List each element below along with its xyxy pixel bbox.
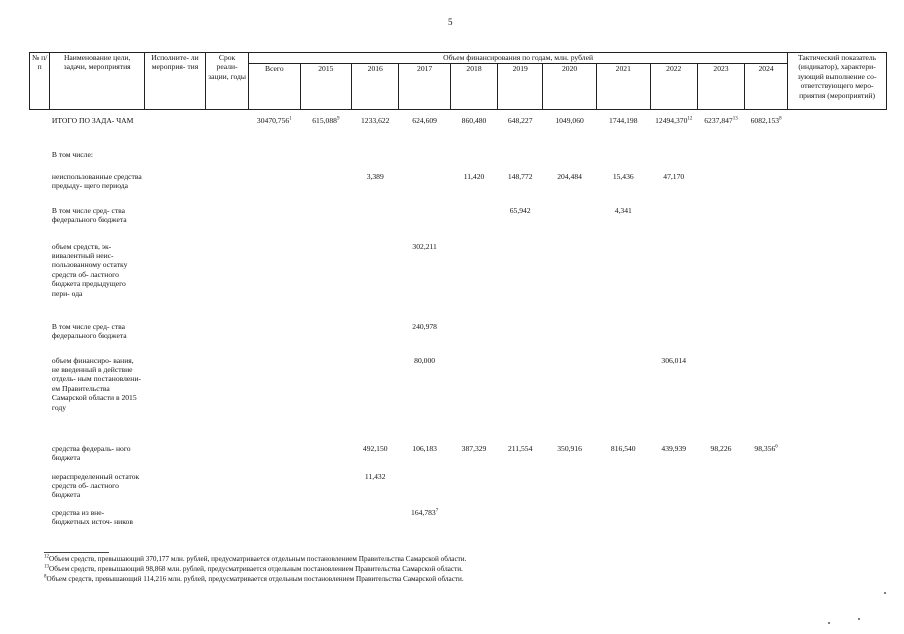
cell-year-2018 [450, 350, 497, 438]
table-row [30, 166, 887, 200]
cell-year-2018 [450, 144, 497, 166]
header-year-3: 2018 [450, 64, 497, 110]
cell-year-2016 [352, 316, 399, 350]
row-label: ИТОГО ПО ЗАДА- ЧАМ [51, 116, 134, 125]
row-indicator [788, 502, 887, 542]
row-executor [144, 502, 205, 542]
row-executor [144, 200, 205, 236]
row-indicator [788, 466, 887, 502]
cell-year-2019 [498, 110, 543, 144]
cell-year-2016 [352, 110, 399, 144]
table-row [30, 438, 887, 466]
cell-year-2024 [745, 200, 788, 236]
row-num [30, 166, 50, 200]
row-indicator [788, 144, 887, 166]
cell-value: 439,939 [661, 443, 687, 453]
cell-value: 387,329 [461, 443, 487, 453]
cell-year-2020 [543, 166, 597, 200]
row-term [206, 166, 249, 200]
financing-table [29, 52, 887, 542]
cell-year-2023 [697, 236, 744, 316]
cell-year-2023 [697, 110, 744, 144]
cell-value: 860,480 [461, 116, 487, 125]
cell-year-2023 [697, 316, 744, 350]
header-year-9: 2024 [745, 64, 788, 110]
cell-year-2023 [697, 166, 744, 200]
footnote-mark: 1 [289, 116, 292, 122]
cell-value: 1049,060 [555, 116, 584, 125]
scan-speck [828, 622, 830, 624]
table-row [30, 144, 887, 166]
row-indicator [788, 438, 887, 466]
header-name: Наименование цели, задачи, мероприятия [50, 53, 145, 110]
cell-total [249, 438, 301, 466]
cell-total [249, 466, 301, 502]
row-label: объем финансиро- вания, не введенный в действие отдель- ным постановлени- ем Правительства Самарской области в 2015 году [51, 355, 141, 412]
row-num [30, 236, 50, 316]
footnote [44, 564, 764, 574]
scan-speck [884, 592, 886, 594]
cell-year-2022 [650, 502, 697, 542]
page-number: 5 [448, 17, 453, 27]
cell-value: 211,554 [507, 443, 533, 453]
cell-year-2017 [399, 166, 451, 200]
cell-year-2016 [352, 144, 399, 166]
row-label: нераспределенный остаток средств об- ластного бюджета [51, 471, 140, 500]
table-row [30, 200, 887, 236]
cell-year-2021 [596, 166, 650, 200]
cell-year-2017 [399, 144, 451, 166]
cell-year-2019 [498, 200, 543, 236]
cell-year-2023 [697, 200, 744, 236]
cell-year-2020 [543, 466, 597, 502]
cell-value: 148,772 [507, 171, 533, 181]
cell-year-2022 [650, 200, 697, 236]
row-num [30, 316, 50, 350]
row-term [206, 110, 249, 144]
header-year-1: 2016 [352, 64, 399, 110]
cell-total [249, 236, 301, 316]
cell-year-2022 [650, 316, 697, 350]
cell-year-2022 [650, 236, 697, 316]
cell-value: 11,420 [463, 171, 485, 181]
cell-value: 1744,198 [609, 116, 638, 125]
cell-year-2020 [543, 200, 597, 236]
row-num [30, 200, 50, 236]
cell-value: 350,916 [557, 443, 582, 453]
row-num [30, 144, 50, 166]
cell-year-2024 [745, 466, 788, 502]
cell-value: 11,432 [364, 471, 386, 481]
cell-year-2022 [650, 350, 697, 438]
table-row [30, 502, 887, 542]
cell-year-2017 [399, 350, 451, 438]
cell-year-2016 [352, 236, 399, 316]
cell-value: 204,484 [557, 171, 582, 181]
cell-year-2015 [300, 438, 352, 466]
row-indicator [788, 316, 887, 350]
cell-year-2023 [697, 144, 744, 166]
header-total: Всего [249, 64, 301, 110]
header-num: № п/п [30, 53, 50, 110]
row-label: неиспользованные средства предыду- щего периода [51, 171, 142, 190]
header-term: Срок реали- зации, годы [206, 53, 249, 110]
cell-year-2021 [596, 236, 650, 316]
cell-value: 30470,756 [256, 116, 290, 125]
row-term [206, 350, 249, 438]
cell-year-2023 [697, 438, 744, 466]
row-term [206, 144, 249, 166]
cell-year-2020 [543, 350, 597, 438]
cell-year-2018 [450, 166, 497, 200]
table-row [30, 350, 887, 438]
cell-year-2016 [352, 350, 399, 438]
cell-year-2016 [352, 200, 399, 236]
cell-value: 98,356 [754, 443, 776, 453]
row-executor [144, 236, 205, 316]
cell-year-2021 [596, 144, 650, 166]
cell-year-2015 [300, 316, 352, 350]
cell-value: 492,150 [362, 443, 388, 453]
footnote-text: Объем средств, превышающий 370,177 млн. рублей, предусматривается отдельным постановлением Правительства Самарской области. [49, 555, 467, 563]
header-executor: Исполните- ли мероприя- тия [144, 53, 205, 110]
cell-year-2015 [300, 200, 352, 236]
cell-total [249, 144, 301, 166]
cell-total [249, 200, 301, 236]
cell-year-2022 [650, 144, 697, 166]
cell-year-2024 [745, 166, 788, 200]
header-financing: Объем финансирования по годам, млн. рублей [249, 53, 788, 64]
cell-year-2019 [498, 502, 543, 542]
cell-year-2022 [650, 110, 697, 144]
cell-year-2024 [745, 110, 788, 144]
row-term [206, 502, 249, 542]
table-row [30, 110, 887, 144]
cell-year-2015 [300, 144, 352, 166]
row-label: объем средств, эк- вивалентный неис- пользованному остатку средств об- ластного бюджета предыдущего пери- ода [51, 241, 128, 298]
footnote-mark: 6 [775, 443, 778, 449]
header-year-0: 2015 [300, 64, 352, 110]
cell-year-2017 [399, 236, 451, 316]
row-num [30, 502, 50, 542]
cell-year-2019 [498, 438, 543, 466]
footnote-mark: 13 [44, 564, 49, 570]
cell-value: 615,088 [312, 116, 337, 125]
cell-year-2017 [399, 466, 451, 502]
row-label: В том числе сред- ства федерального бюджета [51, 321, 127, 340]
cell-year-2024 [745, 350, 788, 438]
header-year-6: 2021 [596, 64, 650, 110]
cell-year-2015 [300, 236, 352, 316]
header-indicator: Тактический показатель (индикатор), характери- зующий выполнение со- ответствующего меро- приятия (мероприятий) [788, 53, 887, 110]
row-term [206, 466, 249, 502]
table-row [30, 316, 887, 350]
cell-year-2017 [399, 316, 451, 350]
header-year-2: 2017 [399, 64, 451, 110]
cell-year-2015 [300, 350, 352, 438]
footnote-mark: 12 [687, 116, 693, 122]
footnote-rule [44, 552, 109, 553]
cell-year-2020 [543, 236, 597, 316]
cell-year-2023 [697, 350, 744, 438]
footnote-mark: 8 [44, 574, 47, 580]
cell-year-2015 [300, 502, 352, 542]
footnote-text: Объем средств, превышающий 114,216 млн. рублей, предусматривается отдельным постановлением Правительства Самарской области. [46, 575, 464, 583]
cell-year-2020 [543, 438, 597, 466]
row-term [206, 236, 249, 316]
cell-value: 624,609 [412, 116, 437, 125]
cell-value: 98,226 [710, 443, 732, 453]
row-executor [144, 316, 205, 350]
cell-value: 4,341 [614, 205, 632, 215]
cell-value: 65,942 [509, 205, 531, 215]
cell-year-2024 [745, 144, 788, 166]
cell-year-2024 [745, 502, 788, 542]
cell-year-2021 [596, 110, 650, 144]
cell-year-2015 [300, 466, 352, 502]
footnote [44, 574, 764, 584]
row-label: В том числе сред- ства федерального бюджета [51, 205, 127, 224]
scan-speck [858, 618, 860, 620]
row-executor [144, 144, 205, 166]
cell-year-2024 [745, 236, 788, 316]
cell-year-2018 [450, 200, 497, 236]
header-year-8: 2023 [697, 64, 744, 110]
footnote-mark: 13 [732, 116, 738, 122]
cell-year-2019 [498, 466, 543, 502]
row-executor [144, 438, 205, 466]
cell-value: 47,170 [663, 171, 685, 181]
header-year-5: 2020 [543, 64, 597, 110]
cell-year-2017 [399, 502, 451, 542]
cell-year-2021 [596, 316, 650, 350]
footnote-text: Объем средств, превышающий 98,868 млн. рублей, предусматривается отдельным постановлением Правительства Самарской области. [49, 565, 463, 573]
row-indicator [788, 200, 887, 236]
cell-value: 648,227 [507, 116, 533, 125]
row-label: средства из вне- бюджетных источ- ников [51, 507, 133, 526]
table-row [30, 466, 887, 502]
cell-year-2020 [543, 316, 597, 350]
cell-value: 15,436 [612, 171, 634, 181]
footnote-mark: 7 [435, 507, 439, 513]
row-indicator [788, 110, 887, 144]
cell-year-2016 [352, 502, 399, 542]
cell-value: 106,183 [412, 443, 437, 453]
footnotes [44, 552, 764, 584]
cell-year-2020 [543, 110, 597, 144]
cell-value: 306,014 [661, 355, 687, 365]
cell-year-2021 [596, 502, 650, 542]
cell-total [249, 502, 301, 542]
footnote-mark: 8 [779, 116, 782, 122]
row-executor [144, 110, 205, 144]
cell-year-2017 [399, 110, 451, 144]
cell-total [249, 316, 301, 350]
cell-year-2015 [300, 110, 352, 144]
row-label: В том числе: [51, 149, 93, 159]
cell-year-2018 [450, 236, 497, 316]
cell-year-2016 [352, 166, 399, 200]
cell-year-2018 [450, 466, 497, 502]
cell-year-2019 [498, 144, 543, 166]
cell-year-2017 [399, 438, 451, 466]
cell-year-2018 [450, 438, 497, 466]
row-num [30, 466, 50, 502]
cell-year-2023 [697, 502, 744, 542]
cell-total [249, 166, 301, 200]
cell-year-2016 [352, 438, 399, 466]
row-num [30, 350, 50, 438]
cell-value: 816,540 [610, 443, 636, 453]
row-num [30, 110, 50, 144]
row-indicator [788, 236, 887, 316]
cell-year-2024 [745, 438, 788, 466]
row-num [30, 438, 50, 466]
cell-year-2023 [697, 466, 744, 502]
cell-value: 3,389 [366, 171, 384, 181]
table-body [30, 110, 887, 542]
cell-year-2017 [399, 200, 451, 236]
cell-year-2019 [498, 236, 543, 316]
footnote-mark: 12 [44, 554, 49, 560]
header-year-4: 2019 [498, 64, 543, 110]
footnote [44, 554, 764, 564]
row-indicator [788, 350, 887, 438]
cell-value: 6237,847 [704, 116, 733, 125]
row-executor [144, 166, 205, 200]
cell-year-2018 [450, 110, 497, 144]
cell-value: 12494,370 [655, 116, 688, 125]
cell-year-2024 [745, 316, 788, 350]
cell-year-2018 [450, 316, 497, 350]
cell-year-2021 [596, 200, 650, 236]
cell-year-2021 [596, 438, 650, 466]
cell-value: 80,000 [414, 355, 436, 365]
cell-year-2021 [596, 350, 650, 438]
cell-year-2020 [543, 144, 597, 166]
cell-total [249, 350, 301, 438]
cell-year-2019 [498, 316, 543, 350]
row-term [206, 438, 249, 466]
row-executor [144, 350, 205, 438]
row-executor [144, 466, 205, 502]
header-year-7: 2022 [650, 64, 697, 110]
cell-value: 240,978 [412, 321, 437, 331]
cell-year-2018 [450, 502, 497, 542]
row-term [206, 200, 249, 236]
row-term [206, 316, 249, 350]
cell-year-2019 [498, 350, 543, 438]
cell-year-2020 [543, 502, 597, 542]
cell-year-2015 [300, 166, 352, 200]
cell-year-2019 [498, 166, 543, 200]
footnote-mark: 9 [336, 116, 340, 122]
row-indicator [788, 166, 887, 200]
table-row [30, 236, 887, 316]
cell-year-2022 [650, 166, 697, 200]
cell-value: 302,211 [412, 241, 437, 251]
row-label: средства федераль- ного бюджета [51, 443, 131, 462]
cell-year-2022 [650, 438, 697, 466]
cell-year-2021 [596, 466, 650, 502]
cell-total [249, 110, 301, 144]
cell-value: 164,783 [411, 507, 436, 517]
cell-value: 6082,153 [750, 116, 780, 125]
cell-value: 1233,622 [360, 116, 390, 125]
cell-year-2016 [352, 466, 399, 502]
cell-year-2022 [650, 466, 697, 502]
